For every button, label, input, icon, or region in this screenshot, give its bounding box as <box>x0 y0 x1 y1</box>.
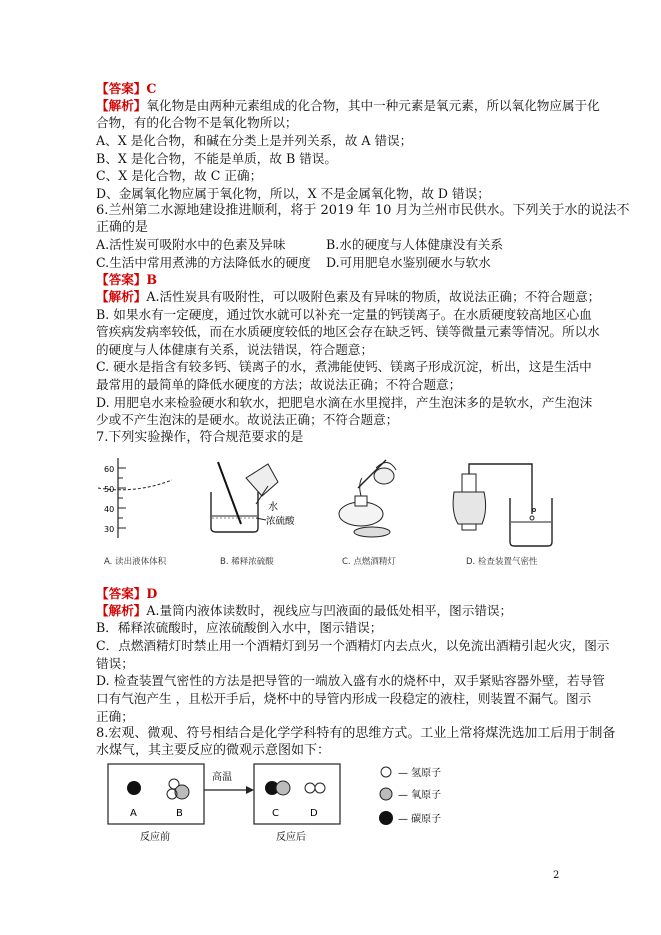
after-box <box>254 764 340 824</box>
q6-analysis-line: 管疾病发病率较低，而在水质硬度较低的地区会存在缺乏钙、镁等微量元素等情况。所以水 <box>96 324 600 339</box>
q5-analysis-line: 合物，有的化合物不是氧化物所以； <box>96 115 298 130</box>
before-box <box>108 764 204 824</box>
q7-analysis-line: B．稀释浓硫酸时，应浓硫酸倒入水中，图示错误； <box>96 620 383 635</box>
caption-b: B. 稀释浓硫酸 <box>220 557 274 567</box>
legend-carbon: — 碳原子 <box>398 814 442 825</box>
q7-answer <box>96 585 157 602</box>
q6-stem: 正确的是 <box>96 220 149 235</box>
tick-label: 60 <box>104 465 115 474</box>
caption-before: 反应前 <box>140 832 170 843</box>
legend-oxygen-icon <box>380 788 392 800</box>
analysis-label: 【解析】 <box>96 289 147 304</box>
q6-option-b: B.水的硬度与人体健康没有关系 <box>326 237 503 252</box>
answer-label: 【答案】 <box>96 586 147 601</box>
caption-d: D. 检查装置气密性 <box>466 557 538 567</box>
legend-hydrogen-icon <box>381 767 391 777</box>
analysis-text: A.活性炭具有吸附性，可以吸附色素及有异味的物质，故说法正确；不符合题意； <box>146 289 601 304</box>
q8-reaction-diagram <box>96 760 566 852</box>
q6-analysis-line: D. 用肥皂水来检验硬水和软水，把肥皂水滴在水里搅拌，产生泡沫多的是软水，产生泡沫 <box>96 395 593 410</box>
q7-analysis-line: 正确； <box>96 709 134 724</box>
q6-option-a: A.活性炭可吸附水中的色素及异味 <box>96 237 286 252</box>
q7-analysis-line <box>96 602 512 619</box>
page-number: 2 <box>553 870 560 881</box>
q8-stem: 8.宏观、微观、符号相结合是化学学科特有的思维方式。工业上常将煤洗选加工后用于制备 <box>96 726 616 741</box>
analysis-text: 氧化物是由两种元素组成的化合物，其中一种元素是氧元素，所以氧化物应属于化 <box>146 98 600 113</box>
molecule-label-d: D <box>310 808 318 819</box>
answer-value: C <box>146 81 157 96</box>
q5-analysis-line <box>96 97 600 114</box>
q5-answer <box>96 80 156 97</box>
q5-analysis-line: D、金属氧化物应属于氧化物，所以，X 不是金属氧化物，故 D 错误； <box>96 186 490 201</box>
q6-analysis-line: 的硬度与人体健康有关系，说法错误，符合题意； <box>96 342 374 357</box>
acid-label: 浓硫酸 <box>266 516 295 527</box>
graduated-cylinder-icon <box>98 458 172 538</box>
answer-label: 【答案】 <box>96 81 147 96</box>
q7-analysis-line: D. 检查装置气密性的方法是把导管的一端放入盛有水的烧杯中，双手紧贴容器外壁，若导管 <box>96 673 605 688</box>
caption-a: A. 读出液体体积 <box>104 557 167 567</box>
q6-analysis-line: 少或不产生泡沫的是硬水。故说法正确；不符合题意； <box>96 412 399 427</box>
q5-analysis-line: A、X 是化合物，和碱在分类上是并列关系，故 A 错误； <box>96 133 413 148</box>
hydrogen-atom-icon <box>305 783 315 793</box>
q5-analysis-line: B、X 是化合物，不能是单质，故 B 错误。 <box>96 151 337 166</box>
arrow-head-icon <box>246 786 254 794</box>
q6-analysis-line: 最常用的最简单的降低水硬度的方法；故说法正确；不符合题意； <box>96 377 462 392</box>
q7-stem: 7.下列实验操作，符合规范要求的是 <box>96 430 304 445</box>
answer-label: 【答案】 <box>96 272 147 287</box>
carbon-atom-icon <box>127 781 141 795</box>
q6-analysis-line: B. 如果水有一定硬度，通过饮水就可以补充一定量的钙镁离子。在水质硬度较高地区心血 <box>96 307 592 322</box>
molecule-label-b: B <box>176 808 183 819</box>
q6-analysis-line: C. 硬水是指含有较多钙、镁离子的水，煮沸能使钙、镁离子形成沉淀，析出，这是生活中 <box>96 359 592 374</box>
analysis-text: A.量筒内液体读数时，视线应与凹液面的最低处相平，图示错误； <box>146 603 513 618</box>
analysis-label: 【解析】 <box>96 603 147 618</box>
q6-option-c: C.生活中常用煮沸的方法降低水的硬度 <box>96 255 311 270</box>
tick-label: 50 <box>104 485 115 494</box>
airtight-check-icon <box>453 464 552 546</box>
molecule-label-a: A <box>130 808 137 819</box>
q8-stem: 水煤气，其主要反应的微观示意图如下： <box>96 743 331 758</box>
oxygen-atom-icon <box>276 781 290 795</box>
answer-value: D <box>146 586 158 601</box>
analysis-label: 【解析】 <box>96 98 147 113</box>
water-label: 水 <box>268 502 278 513</box>
alcohol-lamp-icon <box>339 460 396 537</box>
q6-analysis-line <box>96 288 600 305</box>
q7-analysis-line: 口有气泡产生 ，且松开手后，烧杯中的导管内形成一段稳定的液柱，则装置不漏气。图示 <box>96 691 592 706</box>
caption-after: 反应后 <box>276 832 306 843</box>
tick-label: 30 <box>104 525 115 534</box>
reaction-condition: 高温 <box>212 772 232 783</box>
tick-label: 40 <box>104 505 115 514</box>
legend-hydrogen: — 氢原子 <box>398 768 442 779</box>
legend-carbon-icon <box>379 811 393 825</box>
q5-analysis-line: C、X 是化合物，故 C 正确； <box>96 168 263 183</box>
q7-analysis-line: C．点燃酒精灯时禁止用一个酒精灯到另一个酒精灯内去点火，以免流出酒精引起火灾，图示 <box>96 638 610 653</box>
caption-c: C. 点燃酒精灯 <box>342 557 396 567</box>
legend-oxygen: — 氧原子 <box>398 790 442 801</box>
hydrogen-atom-icon <box>315 783 325 793</box>
q6-answer <box>96 271 157 288</box>
answer-value: B <box>146 272 158 287</box>
beaker-dilution-icon <box>211 462 295 532</box>
q6-option-d: D.可用肥皂水鉴别硬水与软水 <box>326 255 491 270</box>
molecule-label-c: C <box>272 808 279 819</box>
q7-analysis-line: 错误； <box>96 656 134 671</box>
q6-stem: 6.兰州第二水源地建设推进顺利，将于 2019 年 10 月为兰州市民供水。下列关于水的说法不 <box>96 203 630 218</box>
